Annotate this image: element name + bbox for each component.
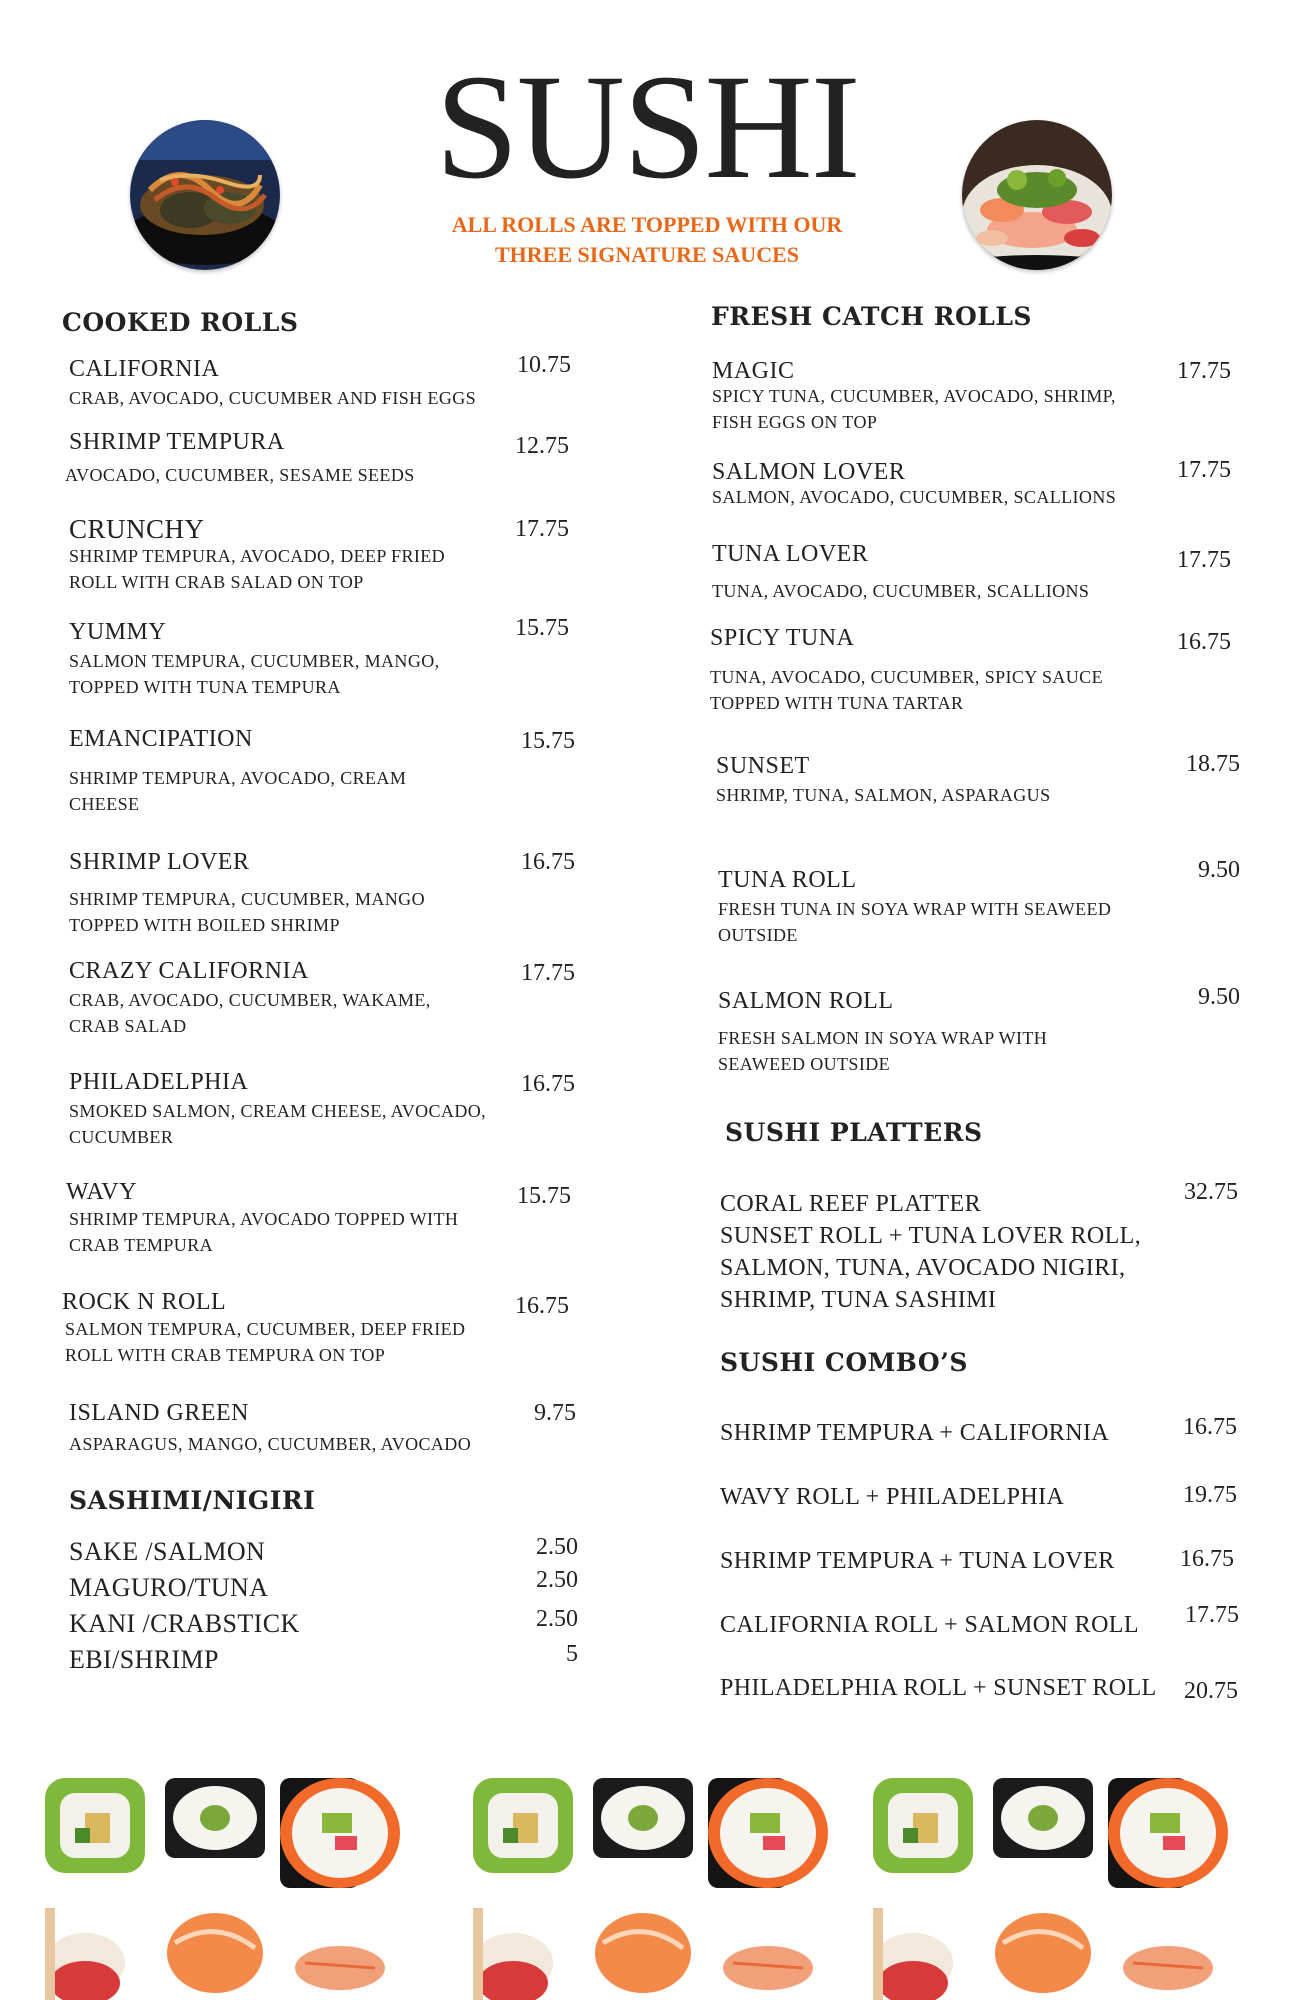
- menu-item: [69, 848, 589, 939]
- item-name: PHILADELPHIA: [69, 1069, 249, 1095]
- item-description: ASPARAGUS, MANGO, CUCUMBER, AVOCADO: [69, 1434, 472, 1454]
- item-name: CRUNCHY: [69, 514, 205, 544]
- item-description: SHRIMP TEMPURA, AVOCADO TOPPED WITH: [69, 1209, 459, 1229]
- menu-item: [62, 1288, 582, 1369]
- item-price: 17.75: [1177, 358, 1231, 384]
- item-description: SPICY TUNA, CUCUMBER, AVOCADO, SHRIMP,: [712, 386, 1116, 406]
- menu-item: [69, 1068, 589, 1151]
- item-description: TOPPED WITH BOILED SHRIMP: [69, 915, 340, 935]
- item-price: 12.75: [515, 433, 569, 459]
- item-price: 16.75: [1180, 1546, 1234, 1572]
- item-price: 16.75: [515, 1293, 569, 1319]
- item-description: AVOCADO, CUCUMBER, SESAME SEEDS: [65, 465, 415, 485]
- platter-name: CORAL REEF PLATTER: [720, 1191, 981, 1217]
- item-description: CRAB, AVOCADO, CUCUMBER, WAKAME,: [69, 990, 431, 1010]
- item-description: FRESH SALMON IN SOYA WRAP WITH: [718, 1028, 1048, 1048]
- item-description: CRAB SALAD: [69, 1016, 187, 1036]
- menu-item: [716, 752, 1256, 809]
- sushi-platters-heading: SUSHI PLATTERS: [725, 1118, 983, 1147]
- menu-item: [712, 357, 1252, 436]
- item-description: CRAB TEMPURA: [69, 1235, 214, 1255]
- menu-item: [712, 540, 1252, 605]
- item-description: TUNA, AVOCADO, CUCUMBER, SCALLIONS: [712, 581, 1090, 601]
- item-description: SALMON TEMPURA, CUCUMBER, MANGO,: [69, 651, 440, 671]
- item-price: 32.75: [1184, 1179, 1238, 1205]
- sashimi-item-name: EBI/SHRIMP: [69, 1645, 219, 1674]
- item-name: TUNA LOVER: [712, 541, 869, 567]
- item-description: FISH EGGS ON TOP: [712, 412, 878, 432]
- item-name: CRAZY CALIFORNIA: [69, 958, 309, 984]
- item-description: SHRIMP TEMPURA, AVOCADO, CREAM: [69, 768, 407, 788]
- combo-name: SHRIMP TEMPURA + TUNA LOVER: [720, 1548, 1115, 1574]
- item-description: ROLL WITH CRAB TEMPURA ON TOP: [65, 1345, 386, 1365]
- cooked-rolls-heading: COOKED ROLLS: [62, 308, 299, 337]
- subtitle-line-2: THREE SIGNATURE SAUCES: [494, 242, 799, 267]
- item-description: FRESH TUNA IN SOYA WRAP WITH SEAWEED: [718, 899, 1112, 919]
- item-price: 15.75: [521, 728, 575, 754]
- item-name: WAVY: [66, 1179, 137, 1205]
- item-name: EMANCIPATION: [69, 726, 253, 752]
- item-price: 16.75: [1183, 1414, 1237, 1440]
- item-price: 19.75: [1183, 1482, 1237, 1508]
- item-description: TOPPED WITH TUNA TARTAR: [710, 693, 964, 713]
- item-name: SPICY TUNA: [710, 625, 855, 651]
- menu-item: [69, 615, 589, 701]
- item-name: TUNA ROLL: [718, 867, 857, 893]
- item-description: SALMON, AVOCADO, CUCUMBER, SCALLIONS: [712, 487, 1117, 507]
- item-name: SHRIMP LOVER: [69, 849, 250, 875]
- menu-item: [69, 957, 589, 1040]
- item-description: SHRIMP TEMPURA, CUCUMBER, MANGO: [69, 889, 425, 909]
- item-price: 9.50: [1198, 984, 1240, 1010]
- platter-line: SALMON, TUNA, AVOCADO NIGIRI,: [720, 1255, 1126, 1281]
- sushi-decoration-strip: [0, 1768, 1294, 2000]
- item-price: 17.75: [1185, 1602, 1239, 1628]
- sashimi-platter-photo: [962, 120, 1112, 270]
- item-price: 16.75: [521, 849, 575, 875]
- menu-item: [718, 984, 1258, 1078]
- item-description: SHRIMP TEMPURA, AVOCADO, DEEP FRIED: [69, 546, 446, 566]
- menu-item: [69, 352, 589, 412]
- sashimi-item-name: MAGURO/TUNA: [69, 1573, 269, 1602]
- item-price: 18.75: [1186, 751, 1240, 777]
- item-description: SEAWEED OUTSIDE: [718, 1054, 891, 1074]
- item-price: 15.75: [517, 1183, 571, 1209]
- item-description: CUCUMBER: [69, 1127, 174, 1147]
- item-price: 16.75: [521, 1071, 575, 1097]
- item-price: 2.50: [536, 1567, 578, 1593]
- item-name: SUNSET: [716, 753, 810, 779]
- platter-line: SHRIMP, TUNA SASHIMI: [720, 1287, 997, 1313]
- combo-name: CALIFORNIA ROLL + SALMON ROLL: [720, 1612, 1139, 1638]
- sashimi-item-name: SAKE /SALMON: [69, 1537, 266, 1566]
- item-name: SALMON ROLL: [718, 988, 894, 1014]
- menu-item: [69, 725, 589, 818]
- item-price: 17.75: [521, 960, 575, 986]
- menu-item: [69, 515, 589, 596]
- item-name: CALIFORNIA: [69, 356, 220, 382]
- item-description: ROLL WITH CRAB SALAD ON TOP: [69, 572, 364, 592]
- combo-name: SHRIMP TEMPURA + CALIFORNIA: [720, 1420, 1110, 1446]
- item-price: 17.75: [515, 516, 569, 542]
- item-description: OUTSIDE: [718, 925, 798, 945]
- item-price: 15.75: [515, 615, 569, 641]
- item-description: CHEESE: [69, 794, 140, 814]
- item-price: 2.50: [536, 1534, 578, 1560]
- sashimi-list: [69, 1534, 589, 1678]
- fried-roll-photo: [130, 120, 280, 270]
- item-price: 5: [566, 1641, 578, 1667]
- menu-item: [69, 1399, 589, 1458]
- item-price: 17.75: [1177, 547, 1231, 573]
- item-description: SALMON TEMPURA, CUCUMBER, DEEP FRIED: [65, 1319, 466, 1339]
- item-description: TOPPED WITH TUNA TEMPURA: [69, 677, 341, 697]
- sashimi-nigiri-heading: SASHIMI/NIGIRI: [69, 1486, 316, 1515]
- platter-item: [720, 1188, 1260, 1316]
- menu-item: [65, 428, 589, 489]
- fresh-catch-rolls-heading: FRESH CATCH ROLLS: [711, 302, 1032, 331]
- menu-item: [718, 857, 1258, 949]
- item-price: 10.75: [517, 352, 571, 378]
- menu-subtitle: [347, 210, 947, 270]
- item-description: CRAB, AVOCADO, CUCUMBER AND FISH EGGS: [69, 388, 477, 408]
- item-description: SHRIMP, TUNA, SALMON, ASPARAGUS: [716, 785, 1051, 805]
- item-name: YUMMY: [69, 619, 167, 645]
- platter-line: SUNSET ROLL + TUNA LOVER ROLL,: [720, 1223, 1142, 1249]
- item-name: ROCK N ROLL: [62, 1289, 227, 1315]
- item-name: MAGIC: [712, 358, 795, 384]
- combo-name: PHILADELPHIA ROLL + SUNSET ROLL: [720, 1675, 1157, 1701]
- item-name: ISLAND GREEN: [69, 1400, 249, 1426]
- item-price: 17.75: [1177, 457, 1231, 483]
- menu-item: [710, 624, 1250, 717]
- menu-title: SUSHI: [435, 44, 859, 210]
- subtitle-line-1: ALL ROLLS ARE TOPPED WITH OUR: [451, 212, 843, 237]
- item-price: 9.75: [534, 1400, 576, 1426]
- sashimi-item-name: KANI /CRABSTICK: [69, 1609, 300, 1638]
- combo-name: WAVY ROLL + PHILADELPHIA: [720, 1484, 1065, 1510]
- sushi-combos-heading: SUSHI COMBO’S: [720, 1348, 968, 1377]
- item-price: 2.50: [536, 1606, 578, 1632]
- item-name: SALMON LOVER: [712, 459, 906, 485]
- menu-item: [66, 1178, 586, 1259]
- item-name: SHRIMP TEMPURA: [69, 429, 285, 455]
- item-price: 9.50: [1198, 857, 1240, 883]
- item-price: 16.75: [1177, 629, 1231, 655]
- item-description: SMOKED SALMON, CREAM CHEESE, AVOCADO,: [69, 1101, 487, 1121]
- item-description: TUNA, AVOCADO, CUCUMBER, SPICY SAUCE: [710, 667, 1103, 687]
- item-price: 20.75: [1184, 1678, 1238, 1704]
- menu-item: [712, 458, 1252, 511]
